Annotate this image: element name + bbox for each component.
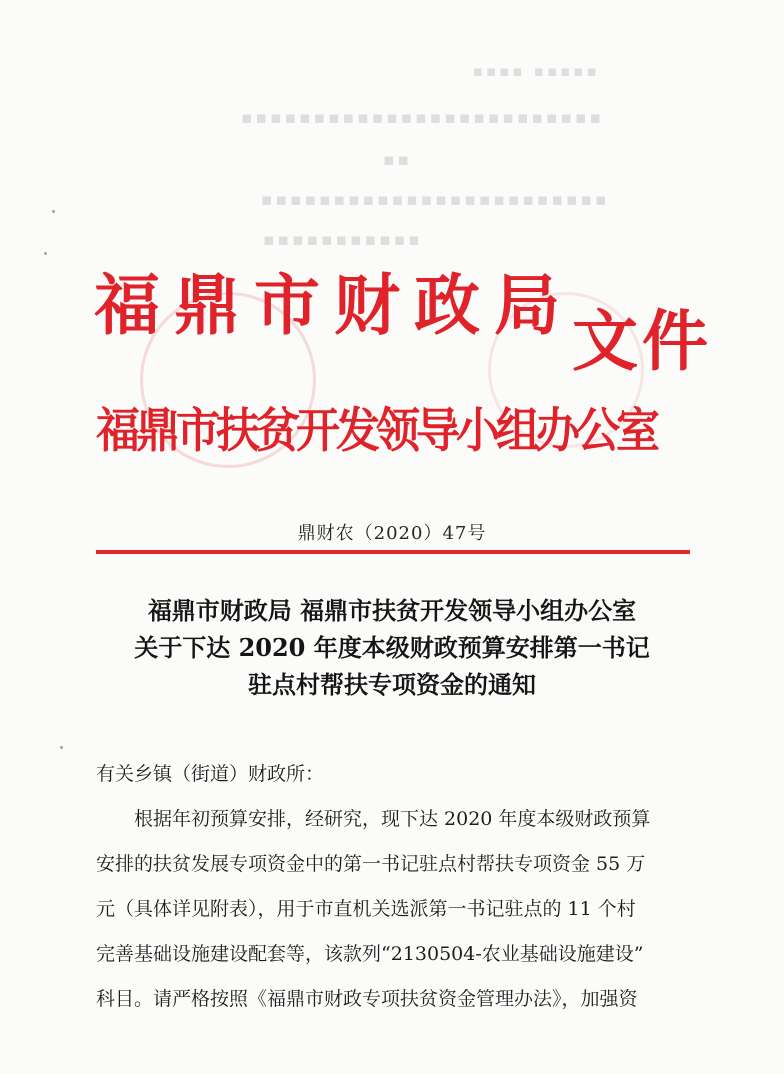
bleed-through-mark: ▪▪▪▪▪▪▪▪▪▪▪▪▪▪▪▪▪▪▪▪▪▪▪▪	[258, 190, 607, 210]
body-line: 完善基础设施建设配套等，该款列“2130504-农业基础设施建设”	[96, 943, 644, 965]
red-separator-rule	[96, 550, 690, 554]
scan-speck	[44, 252, 47, 255]
body-line: 根据年初预算安排，经研究，现下达 2020 年度本级财政预算	[134, 808, 651, 830]
title-line: 关于下达 2020 年度本级财政预算安排第一书记	[134, 633, 650, 662]
bleed-through-mark: ▪▪	[380, 150, 410, 170]
scan-speck	[60, 746, 63, 749]
body-line: 元（具体详见附表），用于市直机关选派第一书记驻点的 11 个村	[96, 898, 636, 920]
document-type-label: 文件	[572, 302, 712, 380]
body-line: 安排的扶贫发展专项资金中的第一书记驻点村帮扶专项资金 55 万	[96, 853, 646, 875]
title-line: 福鼎市财政局 福鼎市扶贫开发领导小组办公室	[147, 596, 637, 625]
scan-speck	[52, 210, 55, 213]
title-line: 驻点村帮扶专项资金的通知	[248, 670, 536, 699]
salutation: 有关乡镇（街道）财政所：	[96, 763, 325, 785]
bleed-through-mark: ▪▪▪▪▪▪▪▪▪▪▪	[260, 230, 420, 250]
document-number: 鼎财农（2020）47号	[297, 523, 487, 544]
issuer-name-primary: 福鼎市财政局	[94, 266, 574, 344]
bleed-through-mark: ▪▪▪▪▪▪▪▪▪▪▪▪▪▪▪▪▪▪▪▪▪▪▪▪▪	[238, 108, 602, 128]
issuer-name-secondary: 福鼎市扶贫开发领导小组办公室	[96, 403, 656, 459]
bleed-through-mark: ▪▪▪▪▪ ▪▪▪▪	[470, 62, 597, 80]
document-title	[40, 592, 744, 703]
document-body	[96, 752, 706, 1022]
body-line: 科目。请严格按照《福鼎市财政专项扶贫资金管理办法》，加强资	[96, 988, 638, 1010]
